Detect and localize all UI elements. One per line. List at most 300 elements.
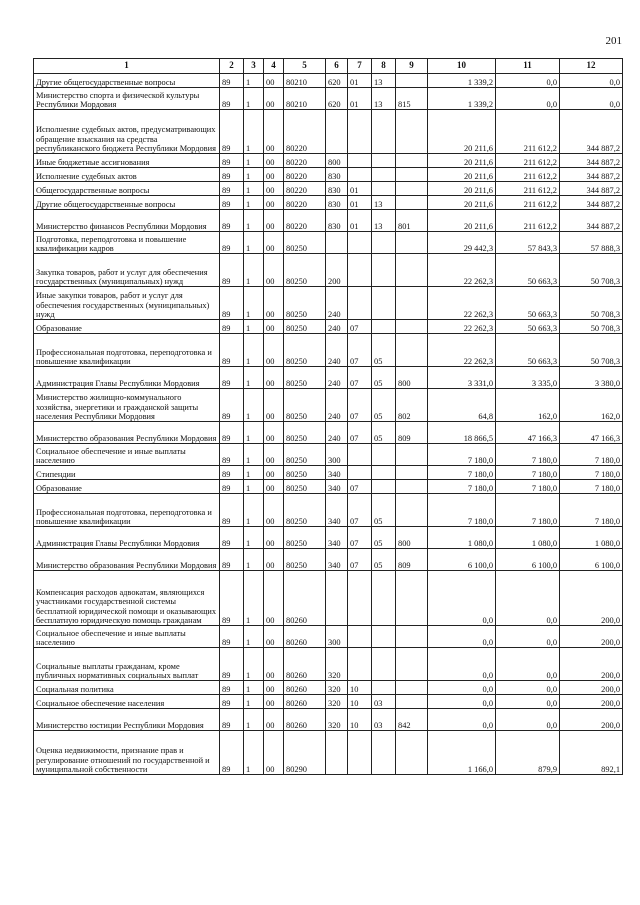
cell-col-7 bbox=[348, 168, 372, 182]
cell-col-5: 80260 bbox=[284, 648, 326, 681]
cell-col-5: 80220 bbox=[284, 210, 326, 232]
cell-col-3: 1 bbox=[244, 196, 264, 210]
row-name-cell: Оценка недвижимости, признание прав и регулирование отношений по государственной и муниципальной собственности bbox=[34, 731, 220, 775]
cell-col-6 bbox=[326, 571, 348, 626]
cell-col-2: 89 bbox=[220, 196, 244, 210]
cell-col-12: 200,0 bbox=[560, 626, 623, 648]
cell-col-8 bbox=[372, 731, 396, 775]
cell-col-8 bbox=[372, 466, 396, 480]
table-row bbox=[34, 466, 623, 480]
cell-col-9 bbox=[396, 168, 428, 182]
cell-col-8 bbox=[372, 287, 396, 320]
cell-col-11: 0,0 bbox=[496, 709, 560, 731]
cell-col-10: 1 080,0 bbox=[428, 527, 496, 549]
table-row bbox=[34, 626, 623, 648]
cell-col-6: 240 bbox=[326, 287, 348, 320]
cell-col-6: 300 bbox=[326, 626, 348, 648]
cell-col-6: 340 bbox=[326, 494, 348, 527]
cell-col-4: 00 bbox=[264, 549, 284, 571]
cell-col-7: 10 bbox=[348, 695, 372, 709]
cell-col-8: 13 bbox=[372, 74, 396, 88]
cell-col-9 bbox=[396, 466, 428, 480]
cell-col-12: 200,0 bbox=[560, 709, 623, 731]
cell-col-11: 1 080,0 bbox=[496, 527, 560, 549]
cell-col-6: 240 bbox=[326, 422, 348, 444]
cell-col-5: 80250 bbox=[284, 480, 326, 494]
cell-col-6: 830 bbox=[326, 210, 348, 232]
cell-col-4: 00 bbox=[264, 320, 284, 334]
cell-col-2: 89 bbox=[220, 444, 244, 466]
cell-col-12: 200,0 bbox=[560, 648, 623, 681]
cell-col-4: 00 bbox=[264, 444, 284, 466]
cell-col-6: 800 bbox=[326, 154, 348, 168]
cell-col-5: 80260 bbox=[284, 695, 326, 709]
cell-col-9 bbox=[396, 444, 428, 466]
row-name-cell: Министерство жилищно-коммунального хозяйства, энергетики и гражданской защиты населения Республики Мордовия bbox=[34, 389, 220, 422]
cell-col-11: 50 663,3 bbox=[496, 254, 560, 287]
cell-col-4: 00 bbox=[264, 648, 284, 681]
table-row bbox=[34, 196, 623, 210]
cell-col-10: 22 262,3 bbox=[428, 254, 496, 287]
cell-col-11: 211 612,2 bbox=[496, 210, 560, 232]
cell-col-6: 200 bbox=[326, 254, 348, 287]
cell-col-7: 07 bbox=[348, 422, 372, 444]
cell-col-2: 89 bbox=[220, 254, 244, 287]
cell-col-3: 1 bbox=[244, 681, 264, 695]
cell-col-5: 80220 bbox=[284, 110, 326, 154]
table-row bbox=[34, 110, 623, 154]
cell-col-2: 89 bbox=[220, 648, 244, 681]
row-name-cell: Социальное обеспечение населения bbox=[34, 695, 220, 709]
column-header: 10 bbox=[428, 59, 496, 74]
cell-col-6: 240 bbox=[326, 320, 348, 334]
cell-col-2: 89 bbox=[220, 367, 244, 389]
column-header: 4 bbox=[264, 59, 284, 74]
cell-col-4: 00 bbox=[264, 466, 284, 480]
column-header: 3 bbox=[244, 59, 264, 74]
cell-col-7: 07 bbox=[348, 389, 372, 422]
cell-col-3: 1 bbox=[244, 287, 264, 320]
cell-col-11: 0,0 bbox=[496, 74, 560, 88]
cell-col-10: 0,0 bbox=[428, 626, 496, 648]
table-row bbox=[34, 389, 623, 422]
cell-col-3: 1 bbox=[244, 648, 264, 681]
cell-col-9: 801 bbox=[396, 210, 428, 232]
cell-col-5: 80290 bbox=[284, 731, 326, 775]
column-header: 5 bbox=[284, 59, 326, 74]
cell-col-2: 89 bbox=[220, 422, 244, 444]
cell-col-7 bbox=[348, 287, 372, 320]
row-name-cell: Министерство финансов Республики Мордовия bbox=[34, 210, 220, 232]
cell-col-5: 80260 bbox=[284, 626, 326, 648]
cell-col-12: 6 100,0 bbox=[560, 549, 623, 571]
cell-col-9 bbox=[396, 731, 428, 775]
cell-col-4: 00 bbox=[264, 681, 284, 695]
cell-col-9 bbox=[396, 695, 428, 709]
row-name-cell: Закупка товаров, работ и услуг для обеспечения государственных (муниципальных) нужд bbox=[34, 254, 220, 287]
cell-col-2: 89 bbox=[220, 320, 244, 334]
cell-col-10: 18 866,5 bbox=[428, 422, 496, 444]
cell-col-3: 1 bbox=[244, 571, 264, 626]
cell-col-11: 0,0 bbox=[496, 571, 560, 626]
cell-col-11: 0,0 bbox=[496, 695, 560, 709]
cell-col-12: 200,0 bbox=[560, 571, 623, 626]
cell-col-6 bbox=[326, 731, 348, 775]
cell-col-12: 200,0 bbox=[560, 681, 623, 695]
row-name-cell: Другие общегосударственные вопросы bbox=[34, 74, 220, 88]
cell-col-8 bbox=[372, 182, 396, 196]
table-row bbox=[34, 422, 623, 444]
cell-col-7: 10 bbox=[348, 681, 372, 695]
table-row bbox=[34, 681, 623, 695]
cell-col-11: 7 180,0 bbox=[496, 480, 560, 494]
cell-col-6: 830 bbox=[326, 182, 348, 196]
cell-col-5: 80250 bbox=[284, 254, 326, 287]
cell-col-10: 1 339,2 bbox=[428, 74, 496, 88]
cell-col-3: 1 bbox=[244, 422, 264, 444]
cell-col-2: 89 bbox=[220, 527, 244, 549]
cell-col-8 bbox=[372, 648, 396, 681]
cell-col-2: 89 bbox=[220, 168, 244, 182]
table-row bbox=[34, 731, 623, 775]
cell-col-11: 6 100,0 bbox=[496, 549, 560, 571]
cell-col-8: 05 bbox=[372, 527, 396, 549]
row-name-cell: Профессиональная подготовка, переподготовка и повышение квалификации bbox=[34, 494, 220, 527]
cell-col-5: 80250 bbox=[284, 367, 326, 389]
cell-col-8: 05 bbox=[372, 334, 396, 367]
cell-col-4: 00 bbox=[264, 731, 284, 775]
budget-table bbox=[33, 58, 623, 775]
cell-col-5: 80220 bbox=[284, 168, 326, 182]
cell-col-4: 00 bbox=[264, 182, 284, 196]
cell-col-4: 00 bbox=[264, 232, 284, 254]
cell-col-9 bbox=[396, 480, 428, 494]
cell-col-6 bbox=[326, 232, 348, 254]
cell-col-5: 80250 bbox=[284, 466, 326, 480]
cell-col-5: 80250 bbox=[284, 334, 326, 367]
cell-col-10: 3 331,0 bbox=[428, 367, 496, 389]
cell-col-12: 7 180,0 bbox=[560, 466, 623, 480]
cell-col-8 bbox=[372, 320, 396, 334]
cell-col-9 bbox=[396, 320, 428, 334]
cell-col-6: 240 bbox=[326, 367, 348, 389]
cell-col-8 bbox=[372, 232, 396, 254]
cell-col-8: 05 bbox=[372, 422, 396, 444]
cell-col-8: 05 bbox=[372, 549, 396, 571]
cell-col-12: 344 887,2 bbox=[560, 210, 623, 232]
cell-col-7: 01 bbox=[348, 88, 372, 110]
cell-col-5: 80260 bbox=[284, 681, 326, 695]
cell-col-4: 00 bbox=[264, 168, 284, 182]
cell-col-12: 50 708,3 bbox=[560, 287, 623, 320]
cell-col-8: 05 bbox=[372, 494, 396, 527]
row-name-cell: Администрация Главы Республики Мордовия bbox=[34, 527, 220, 549]
row-name-cell: Другие общегосударственные вопросы bbox=[34, 196, 220, 210]
cell-col-4: 00 bbox=[264, 367, 284, 389]
cell-col-10: 7 180,0 bbox=[428, 480, 496, 494]
cell-col-9: 802 bbox=[396, 389, 428, 422]
table-row bbox=[34, 320, 623, 334]
column-header: 8 bbox=[372, 59, 396, 74]
cell-col-4: 00 bbox=[264, 88, 284, 110]
cell-col-2: 89 bbox=[220, 154, 244, 168]
cell-col-4: 00 bbox=[264, 571, 284, 626]
cell-col-10: 20 211,6 bbox=[428, 168, 496, 182]
cell-col-10: 64,8 bbox=[428, 389, 496, 422]
cell-col-2: 89 bbox=[220, 494, 244, 527]
cell-col-11: 3 335,0 bbox=[496, 367, 560, 389]
cell-col-10: 20 211,6 bbox=[428, 110, 496, 154]
cell-col-5: 80250 bbox=[284, 232, 326, 254]
cell-col-12: 344 887,2 bbox=[560, 168, 623, 182]
cell-col-9 bbox=[396, 232, 428, 254]
cell-col-10: 22 262,3 bbox=[428, 287, 496, 320]
cell-col-2: 89 bbox=[220, 210, 244, 232]
cell-col-12: 344 887,2 bbox=[560, 154, 623, 168]
cell-col-12: 3 380,0 bbox=[560, 367, 623, 389]
cell-col-10: 7 180,0 bbox=[428, 466, 496, 480]
cell-col-6: 320 bbox=[326, 695, 348, 709]
cell-col-5: 80210 bbox=[284, 88, 326, 110]
cell-col-10: 7 180,0 bbox=[428, 494, 496, 527]
cell-col-4: 00 bbox=[264, 210, 284, 232]
cell-col-4: 00 bbox=[264, 254, 284, 287]
row-name-cell: Образование bbox=[34, 480, 220, 494]
cell-col-12: 344 887,2 bbox=[560, 110, 623, 154]
cell-col-11: 211 612,2 bbox=[496, 154, 560, 168]
row-name-cell: Социальная политика bbox=[34, 681, 220, 695]
cell-col-11: 162,0 bbox=[496, 389, 560, 422]
cell-col-10: 0,0 bbox=[428, 571, 496, 626]
row-name-cell: Компенсация расходов адвокатам, являющихся участниками государственной системы бесплатной юридической помощи и оказывающих бесплатную юридическую помощь гражданам bbox=[34, 571, 220, 626]
column-header: 9 bbox=[396, 59, 428, 74]
cell-col-7 bbox=[348, 466, 372, 480]
cell-col-3: 1 bbox=[244, 466, 264, 480]
cell-col-6: 830 bbox=[326, 196, 348, 210]
cell-col-11: 47 166,3 bbox=[496, 422, 560, 444]
row-name-cell: Министерство юстиции Республики Мордовия bbox=[34, 709, 220, 731]
cell-col-12: 0,0 bbox=[560, 88, 623, 110]
cell-col-12: 200,0 bbox=[560, 695, 623, 709]
cell-col-10: 0,0 bbox=[428, 695, 496, 709]
table-row bbox=[34, 549, 623, 571]
cell-col-4: 00 bbox=[264, 389, 284, 422]
row-name-cell: Подготовка, переподготовка и повышение квалификации кадров bbox=[34, 232, 220, 254]
cell-col-7: 01 bbox=[348, 196, 372, 210]
cell-col-11: 0,0 bbox=[496, 626, 560, 648]
cell-col-5: 80260 bbox=[284, 709, 326, 731]
table-row bbox=[34, 74, 623, 88]
cell-col-2: 89 bbox=[220, 480, 244, 494]
cell-col-11: 7 180,0 bbox=[496, 466, 560, 480]
cell-col-7 bbox=[348, 110, 372, 154]
column-header: 12 bbox=[560, 59, 623, 74]
cell-col-10: 0,0 bbox=[428, 648, 496, 681]
cell-col-6: 620 bbox=[326, 74, 348, 88]
cell-col-8 bbox=[372, 154, 396, 168]
cell-col-4: 00 bbox=[264, 154, 284, 168]
cell-col-6: 320 bbox=[326, 681, 348, 695]
cell-col-4: 00 bbox=[264, 334, 284, 367]
cell-col-11: 50 663,3 bbox=[496, 334, 560, 367]
row-name-cell: Исполнение судебных актов, предусматривающих обращение взыскания на средства республиканского бюджета Республики Мордовия bbox=[34, 110, 220, 154]
cell-col-10: 29 442,3 bbox=[428, 232, 496, 254]
column-header: 6 bbox=[326, 59, 348, 74]
cell-col-7 bbox=[348, 232, 372, 254]
cell-col-8: 05 bbox=[372, 367, 396, 389]
cell-col-7: 07 bbox=[348, 367, 372, 389]
cell-col-11: 211 612,2 bbox=[496, 110, 560, 154]
cell-col-6: 320 bbox=[326, 709, 348, 731]
cell-col-7: 07 bbox=[348, 480, 372, 494]
cell-col-6: 620 bbox=[326, 88, 348, 110]
row-name-cell: Образование bbox=[34, 320, 220, 334]
cell-col-4: 00 bbox=[264, 287, 284, 320]
row-name-cell: Профессиональная подготовка, переподготовка и повышение квалификации bbox=[34, 334, 220, 367]
cell-col-3: 1 bbox=[244, 210, 264, 232]
cell-col-6: 340 bbox=[326, 549, 348, 571]
column-header: 2 bbox=[220, 59, 244, 74]
cell-col-6: 320 bbox=[326, 648, 348, 681]
cell-col-8: 03 bbox=[372, 695, 396, 709]
table-body bbox=[34, 74, 623, 775]
cell-col-6: 240 bbox=[326, 334, 348, 367]
cell-col-4: 00 bbox=[264, 74, 284, 88]
cell-col-7 bbox=[348, 626, 372, 648]
cell-col-5: 80220 bbox=[284, 154, 326, 168]
cell-col-12: 50 708,3 bbox=[560, 320, 623, 334]
cell-col-9: 842 bbox=[396, 709, 428, 731]
cell-col-8 bbox=[372, 444, 396, 466]
cell-col-9: 800 bbox=[396, 367, 428, 389]
cell-col-10: 1 166,0 bbox=[428, 731, 496, 775]
cell-col-4: 00 bbox=[264, 196, 284, 210]
cell-col-5: 80260 bbox=[284, 571, 326, 626]
cell-col-6: 300 bbox=[326, 444, 348, 466]
cell-col-4: 00 bbox=[264, 527, 284, 549]
cell-col-2: 89 bbox=[220, 466, 244, 480]
cell-col-7: 01 bbox=[348, 74, 372, 88]
row-name-cell: Иные бюджетные ассигнования bbox=[34, 154, 220, 168]
cell-col-10: 22 262,3 bbox=[428, 334, 496, 367]
table-row bbox=[34, 287, 623, 320]
cell-col-11: 7 180,0 bbox=[496, 444, 560, 466]
cell-col-9 bbox=[396, 571, 428, 626]
table-row bbox=[34, 444, 623, 466]
cell-col-8 bbox=[372, 681, 396, 695]
row-name-cell: Общегосударственные вопросы bbox=[34, 182, 220, 196]
cell-col-8 bbox=[372, 110, 396, 154]
header-row bbox=[34, 59, 623, 74]
cell-col-10: 20 211,6 bbox=[428, 196, 496, 210]
cell-col-2: 89 bbox=[220, 88, 244, 110]
cell-col-8: 13 bbox=[372, 210, 396, 232]
cell-col-8 bbox=[372, 168, 396, 182]
table-row bbox=[34, 494, 623, 527]
cell-col-12: 0,0 bbox=[560, 74, 623, 88]
cell-col-4: 00 bbox=[264, 695, 284, 709]
cell-col-4: 00 bbox=[264, 494, 284, 527]
cell-col-7: 07 bbox=[348, 549, 372, 571]
cell-col-10: 0,0 bbox=[428, 681, 496, 695]
cell-col-8 bbox=[372, 254, 396, 287]
cell-col-7 bbox=[348, 571, 372, 626]
cell-col-3: 1 bbox=[244, 232, 264, 254]
cell-col-3: 1 bbox=[244, 254, 264, 287]
table-row bbox=[34, 367, 623, 389]
cell-col-3: 1 bbox=[244, 367, 264, 389]
table-row bbox=[34, 168, 623, 182]
cell-col-3: 1 bbox=[244, 320, 264, 334]
row-name-cell: Исполнение судебных актов bbox=[34, 168, 220, 182]
cell-col-8 bbox=[372, 626, 396, 648]
table-row bbox=[34, 695, 623, 709]
cell-col-3: 1 bbox=[244, 389, 264, 422]
cell-col-9 bbox=[396, 626, 428, 648]
cell-col-3: 1 bbox=[244, 549, 264, 571]
cell-col-11: 50 663,3 bbox=[496, 320, 560, 334]
cell-col-5: 80250 bbox=[284, 444, 326, 466]
cell-col-3: 1 bbox=[244, 709, 264, 731]
cell-col-2: 89 bbox=[220, 182, 244, 196]
cell-col-5: 80220 bbox=[284, 196, 326, 210]
cell-col-7: 07 bbox=[348, 527, 372, 549]
cell-col-3: 1 bbox=[244, 444, 264, 466]
cell-col-2: 89 bbox=[220, 571, 244, 626]
row-name-cell: Иные закупки товаров, работ и услуг для обеспечения государственных (муниципальных) нужд bbox=[34, 287, 220, 320]
cell-col-4: 00 bbox=[264, 422, 284, 444]
cell-col-12: 47 166,3 bbox=[560, 422, 623, 444]
cell-col-7 bbox=[348, 648, 372, 681]
cell-col-3: 1 bbox=[244, 480, 264, 494]
cell-col-9 bbox=[396, 74, 428, 88]
cell-col-6: 240 bbox=[326, 389, 348, 422]
row-name-cell: Министерство спорта и физической культуры Республики Мордовия bbox=[34, 88, 220, 110]
cell-col-4: 00 bbox=[264, 110, 284, 154]
cell-col-5: 80250 bbox=[284, 320, 326, 334]
cell-col-8 bbox=[372, 571, 396, 626]
table-row bbox=[34, 88, 623, 110]
cell-col-3: 1 bbox=[244, 334, 264, 367]
cell-col-2: 89 bbox=[220, 695, 244, 709]
cell-col-7 bbox=[348, 254, 372, 287]
table-row bbox=[34, 334, 623, 367]
cell-col-2: 89 bbox=[220, 334, 244, 367]
cell-col-4: 00 bbox=[264, 626, 284, 648]
cell-col-11: 57 843,3 bbox=[496, 232, 560, 254]
cell-col-9 bbox=[396, 182, 428, 196]
cell-col-5: 80220 bbox=[284, 182, 326, 196]
cell-col-5: 80250 bbox=[284, 287, 326, 320]
row-name-cell: Министерство образования Республики Мордовия bbox=[34, 422, 220, 444]
cell-col-3: 1 bbox=[244, 110, 264, 154]
cell-col-8: 13 bbox=[372, 196, 396, 210]
cell-col-8 bbox=[372, 480, 396, 494]
cell-col-7 bbox=[348, 731, 372, 775]
cell-col-10: 0,0 bbox=[428, 709, 496, 731]
cell-col-5: 80250 bbox=[284, 389, 326, 422]
cell-col-11: 0,0 bbox=[496, 88, 560, 110]
cell-col-2: 89 bbox=[220, 709, 244, 731]
cell-col-7: 07 bbox=[348, 334, 372, 367]
cell-col-12: 1 080,0 bbox=[560, 527, 623, 549]
column-header: 11 bbox=[496, 59, 560, 74]
cell-col-2: 89 bbox=[220, 389, 244, 422]
cell-col-9 bbox=[396, 334, 428, 367]
cell-col-9 bbox=[396, 494, 428, 527]
cell-col-9 bbox=[396, 681, 428, 695]
cell-col-10: 22 262,3 bbox=[428, 320, 496, 334]
